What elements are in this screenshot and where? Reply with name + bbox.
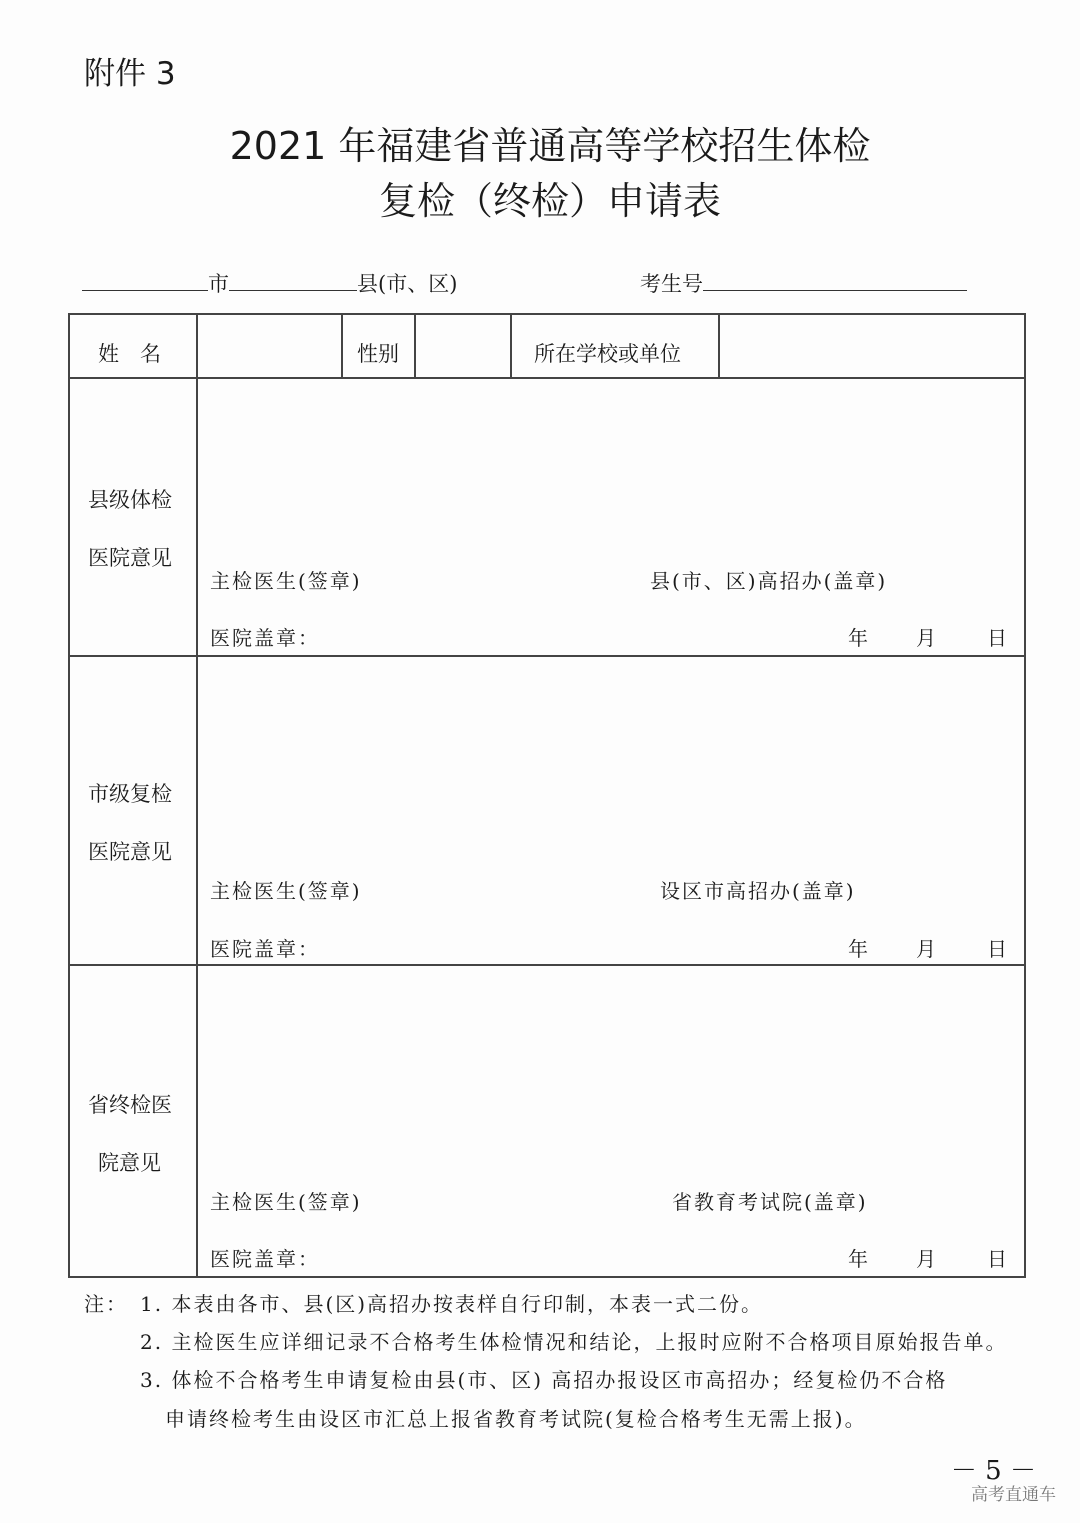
office-seal-label: 省教育考试院(盖章)	[672, 1190, 868, 1214]
section-label: 院意见	[98, 1151, 161, 1175]
month-label: 月	[916, 1247, 938, 1271]
city-label: 市	[208, 272, 229, 296]
day-label: 日	[987, 937, 1009, 961]
note-item-continued: 申请终检考生由设区市汇总上报省教育考试院(复检合格考生无需上报)。	[165, 1407, 867, 1431]
title-line-1: 2021 年福建省普通高等学校招生体检	[229, 124, 871, 168]
name-input[interactable]	[199, 316, 339, 376]
month-label: 月	[916, 626, 938, 650]
doctor-signature-label: 主检医生(签章)	[210, 569, 362, 593]
office-seal-label: 设区市高招办(盖章)	[660, 879, 856, 903]
notes-prefix: 注：	[84, 1292, 128, 1316]
day-label: 日	[987, 1247, 1009, 1271]
year-label: 年	[848, 626, 870, 650]
month-label: 月	[916, 937, 938, 961]
year-label: 年	[848, 937, 870, 961]
section-label: 医院意见	[88, 840, 172, 864]
note-item: 1. 本表由各市、县(区)高招办按表样自行印制，本表一式二份。	[140, 1292, 764, 1316]
note-item: 2. 主检医生应详细记录不合格考生体检情况和结论，上报时应附不合格项目原始报告单。	[140, 1330, 1008, 1354]
title-line-2: 复检（终检）申请表	[378, 179, 721, 223]
city-field[interactable]	[82, 268, 457, 298]
section-label: 省终检医	[88, 1093, 172, 1117]
year-label: 年	[848, 1247, 870, 1271]
doctor-signature-label: 主检医生(签章)	[210, 1190, 362, 1214]
name-label: 姓 名	[98, 342, 161, 366]
county-label: 县(市、区)	[357, 272, 458, 296]
office-seal-label: 县(市、区)高招办(盖章)	[650, 569, 888, 593]
section-label: 医院意见	[88, 546, 172, 570]
day-label: 日	[987, 626, 1009, 650]
attachment-label: 附件 3	[84, 56, 176, 92]
note-item: 3. 体检不合格考生申请复检由县(市、区) 高招办报设区市高招办；经复检仍不合格	[140, 1368, 948, 1392]
gender-label: 性别	[357, 342, 399, 366]
doctor-signature-label: 主检医生(签章)	[210, 879, 362, 903]
school-input[interactable]	[721, 316, 1021, 376]
watermark: 高考直通车	[971, 1485, 1056, 1505]
page-number: － 5 －	[950, 1456, 1036, 1486]
exam-number-field[interactable]	[640, 268, 967, 298]
exam-number-label: 考生号	[640, 272, 703, 296]
school-label: 所在学校或单位	[534, 342, 681, 366]
section-label: 市级复检	[88, 782, 172, 806]
hospital-seal-label: 医院盖章：	[210, 626, 320, 650]
gender-input[interactable]	[417, 316, 508, 376]
hospital-seal-label: 医院盖章：	[210, 937, 320, 961]
section-label: 县级体检	[88, 488, 172, 512]
hospital-seal-label: 医院盖章：	[210, 1247, 320, 1271]
